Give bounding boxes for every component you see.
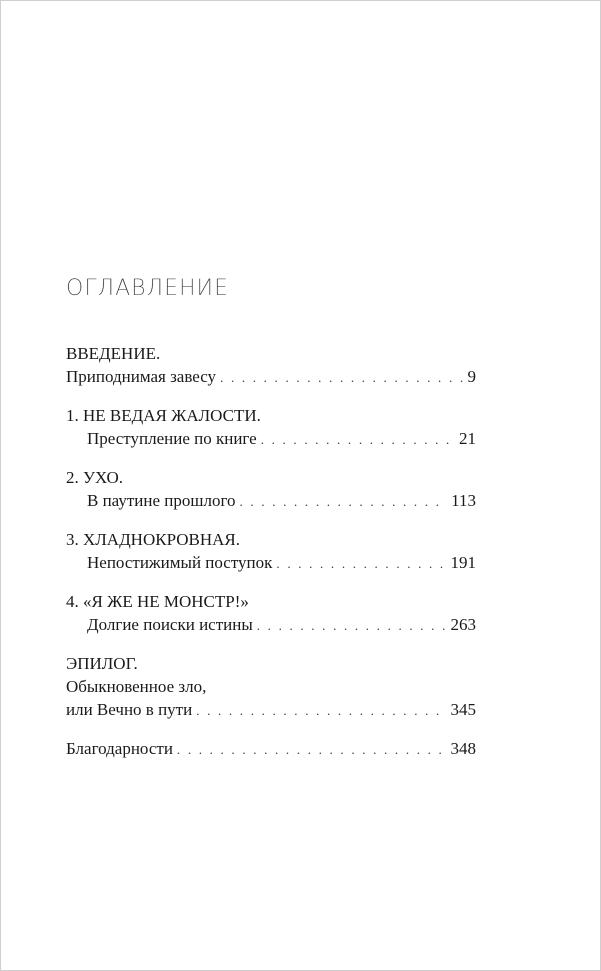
- entry-title: или Вечно в пути: [66, 700, 193, 719]
- entry-title: Приподнимая завесу: [66, 367, 217, 386]
- section-heading: ЭПИЛОГ.: [66, 654, 138, 673]
- toc-entry[interactable]: [66, 365, 476, 389]
- table-of-contents: [66, 342, 476, 776]
- toc-section-thanks: [66, 737, 476, 761]
- section-heading: 4. «Я ЖЕ НЕ МОНСТР!»: [66, 592, 249, 611]
- toc-title: ОГЛАВЛЕНИЕ: [66, 276, 230, 301]
- dot-leader: [257, 614, 447, 637]
- section-heading: 3. ХЛАДНОКРОВНАЯ.: [66, 530, 240, 549]
- page-number: 113: [451, 491, 476, 510]
- entry-title: В паутине прошлого: [87, 491, 236, 510]
- page-number: 345: [450, 700, 476, 719]
- toc-section-ch2: [66, 466, 476, 513]
- dot-leader: [276, 552, 446, 575]
- toc-entry[interactable]: [66, 551, 476, 575]
- page-number: 9: [467, 367, 476, 386]
- dot-leader: [177, 738, 447, 761]
- entry-title: Преступление по книге: [87, 429, 257, 448]
- toc-entry[interactable]: [66, 613, 476, 637]
- toc-entry[interactable]: [66, 698, 476, 722]
- entry-title: Долгие поиски истины: [87, 615, 253, 634]
- toc-section-ch4: [66, 590, 476, 637]
- page-number: 21: [459, 429, 476, 448]
- page-number: 348: [450, 739, 476, 758]
- dot-leader: [261, 428, 455, 451]
- dot-leader: [220, 366, 463, 389]
- entry-title: Благодарности: [66, 739, 173, 758]
- toc-entry[interactable]: [66, 427, 476, 451]
- toc-section-epilogue: [66, 652, 476, 722]
- section-heading: 2. УХО.: [66, 468, 123, 487]
- entry-title-line: Обыкновенное зло,: [66, 677, 207, 696]
- entry-title: Непостижимый поступок: [87, 553, 273, 572]
- section-heading: ВВЕДЕНИЕ.: [66, 344, 161, 363]
- section-heading: 1. НЕ ВЕДАЯ ЖАЛОСТИ.: [66, 406, 261, 425]
- toc-section-ch3: [66, 528, 476, 575]
- dot-leader: [196, 699, 446, 722]
- toc-entry[interactable]: [66, 737, 476, 761]
- toc-entry[interactable]: [66, 489, 476, 513]
- toc-section-ch1: [66, 404, 476, 451]
- dot-leader: [240, 490, 448, 513]
- page-number: 263: [450, 615, 476, 634]
- page-number: 191: [450, 553, 476, 572]
- toc-section-intro: [66, 342, 476, 389]
